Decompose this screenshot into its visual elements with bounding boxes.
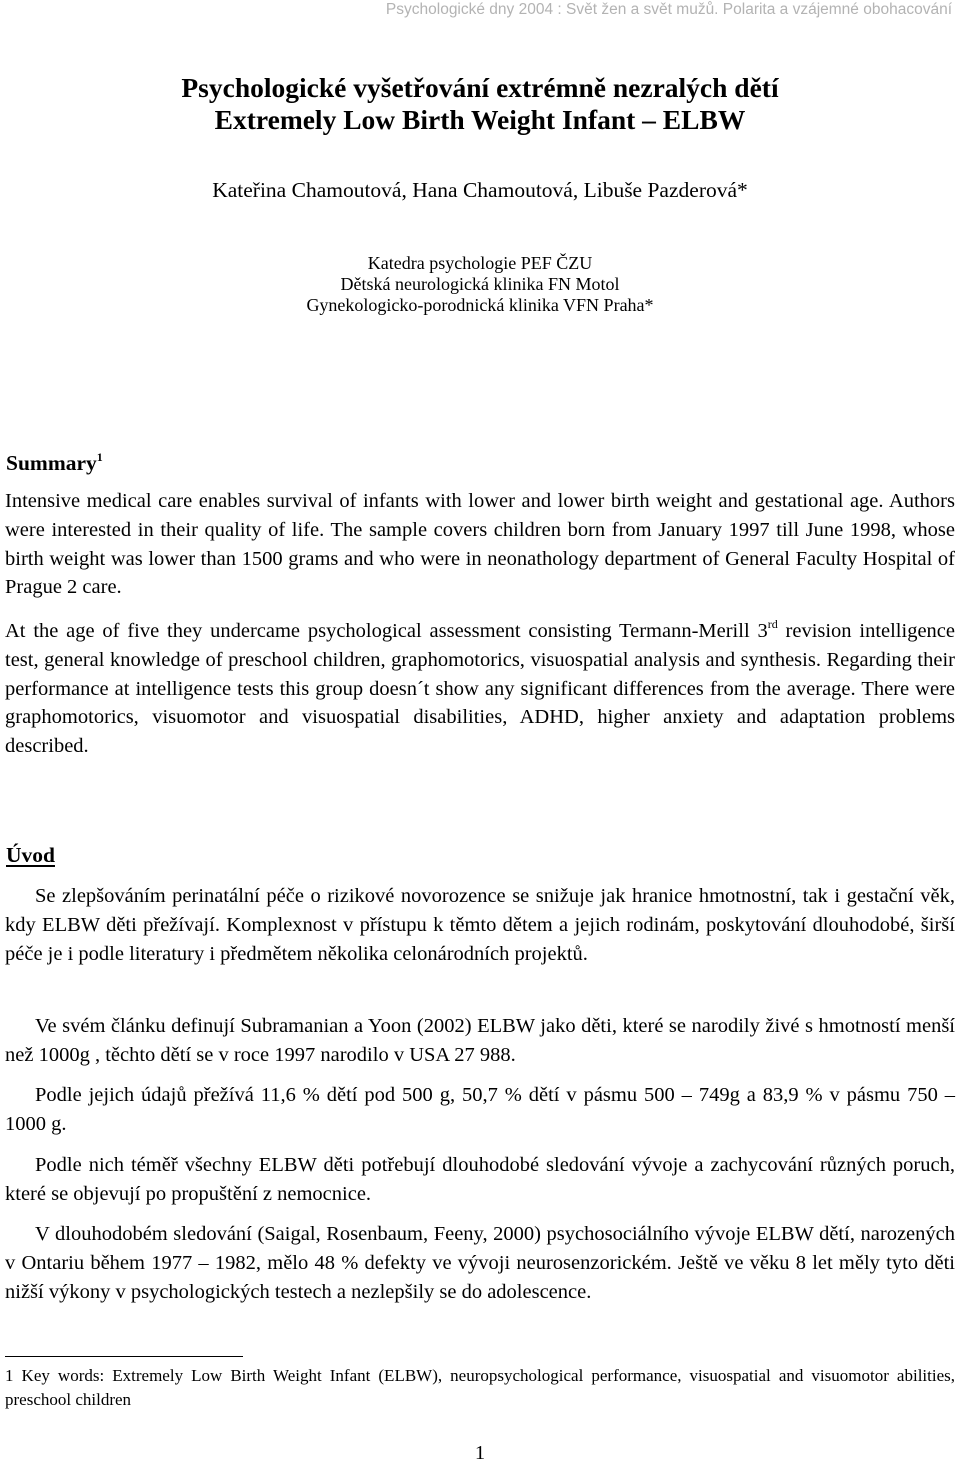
- summary-heading-text: Summary: [6, 451, 97, 475]
- intro-paragraph-2: Ve svém článku definují Subramanian a Yoon (2002) ELBW jako děti, které se narodily živé s hmotností menší než 1000g , těchto dětí se v roce 1997 narodilo v USA 27 988.: [5, 1015, 955, 1066]
- paper-title: [0, 72, 960, 136]
- summary-heading: [6, 450, 103, 476]
- title-line-1: Psychologické vyšetřování extrémně nezralých dětí: [181, 72, 779, 103]
- intro-heading: Úvod: [6, 843, 55, 867]
- ordinal-suffix: rd: [767, 617, 778, 631]
- affiliation-3: Gynekologicko-porodnická klinika VFN Praha*: [306, 295, 654, 315]
- running-header: [0, 0, 960, 28]
- intro-paragraph-3: Podle jejich údajů přežívá 11,6 % dětí pod 500 g, 50,7 % dětí v pásmu 500 – 749g a 83,9 % v pásmu 750 – 1000 g.: [5, 1084, 955, 1135]
- page-number: 1: [474, 1442, 486, 1464]
- running-title: Psychologické dny 2004 : Svět žen a svět mužů. Polarita a vzájemné obohacování: [385, 1, 952, 18]
- author-list: Kateřina Chamoutová, Hana Chamoutová, Libuše Pazderová*: [212, 178, 748, 202]
- summary-paragraph-2-end: revision intelligence test, general knowledge of preschool children, graphomotorics, visuospatial analysis and synthesis. Regarding their performance at intelligence tests this group doesn´t show any significant differences from the average. There were graphomotorics, visuomotor and visuospatial disabilities, ADHD, higher anxiety and adaptation problems described.: [5, 620, 955, 758]
- affiliation-1: Katedra psychologie PEF ČZU: [367, 253, 593, 273]
- summary-paragraph-1: Intensive medical care enables survival of infants with lower and lower birth weight and gestational age. Authors were interested in their quality of life. The sample covers children born from January 1997 till June 1998, whose birth weight was lower than 1500 grams and who were in neonathology department of General Faculty Hospital of Prague 2 care.: [5, 490, 955, 599]
- intro-paragraph-5: V dlouhodobém sledování (Saigal, Rosenbaum, Feeny, 2000) psychosociálního vývoje ELBW dětí, narozených v Ontariu během 1977 – 1982, mělo 48 % defekty ve vývoji neurosenzorickém. Ještě ve věku 8 let měly tyto děti nižší výkony v psychologických testech a nezlepšily se do adolescence.: [5, 1223, 955, 1303]
- footnote-separator: [5, 1356, 243, 1357]
- summary-paragraph-2-start: At the age of five they undercame psychological assessment consisting Termann-Merill 3: [5, 620, 768, 642]
- intro-paragraph-1: Se zlepšováním perinatální péče o rizikové novorozence se snižuje jak hranice hmotnostní, tak i gestační věk, kdy ELBW děti přežívají. Komplexnost v přístupu k těmto dětem a jejich rodinám, poskytování dlouhodobé, širší péče je i podle literatury i předmětem několika celonárodních projektů.: [5, 885, 955, 965]
- affiliation-list: [0, 253, 960, 316]
- affiliation-2: Dětská neurologická klinika FN Motol: [340, 274, 620, 294]
- title-line-2: Extremely Low Birth Weight Infant – ELBW: [214, 104, 746, 135]
- footnote-mark: 1: [96, 450, 103, 464]
- intro-paragraph-4: Podle nich téměř všechny ELBW děti potřebují dlouhodobé sledování vývoje a zachycování různých poruch, které se objevují po propuštění z nemocnice.: [5, 1154, 955, 1205]
- summary-paragraph-2: [5, 617, 955, 761]
- footnote: 1 Key words: Extremely Low Birth Weight Infant (ELBW), neuropsychological performance, visuospatial and visuomotor abilities, preschool children: [5, 1366, 955, 1409]
